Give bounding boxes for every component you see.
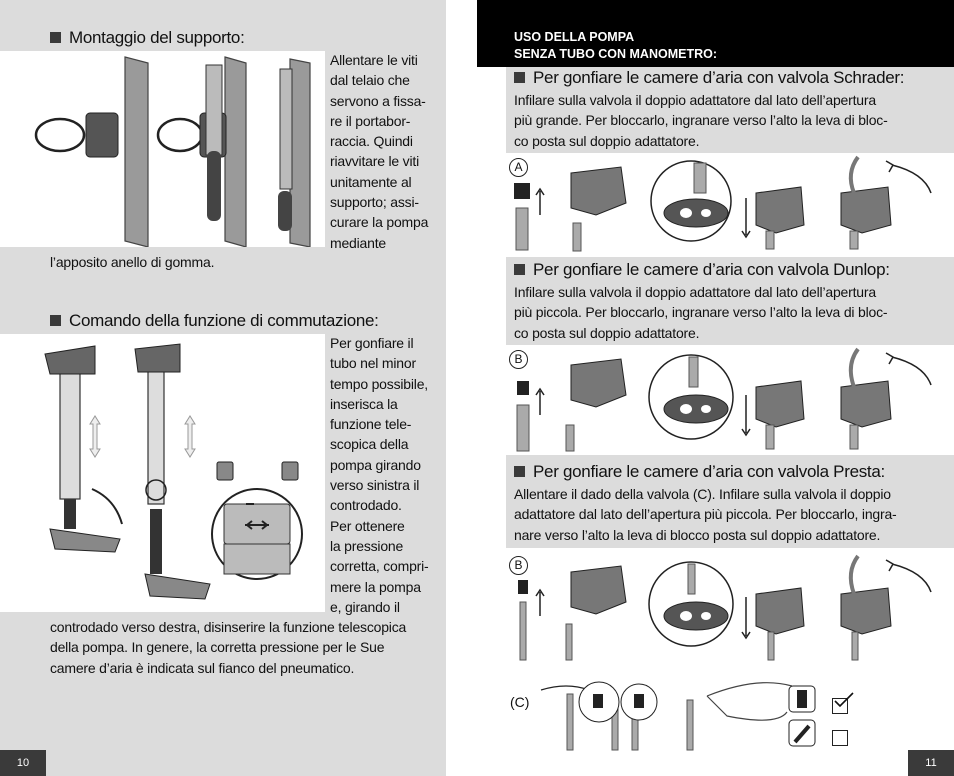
page-gutter (446, 0, 477, 776)
dunlop-figure (506, 345, 954, 455)
mounting-figure (0, 51, 325, 247)
page-header-bar: USO DELLA POMPA SENZA TUBO CON MANOMETRO: (477, 0, 954, 67)
section-heading-dunlop: Per gonfiare le camere d’aria con valvola Dunlop: (514, 260, 890, 280)
page-number: 10 (0, 750, 46, 776)
section-heading-presta: Per gonfiare le camere d’aria con valvola Presta: (514, 462, 885, 482)
dunlop-text: Infilare sulla valvola il doppio adattatore dal lato dell’apertura più piccola. Per bloccarlo, ingranare verso l’alto la leva di bloc- co posta sul doppio adattatore. (514, 284, 888, 341)
presta-text: Allentare il dado della valvola (C). Infilare sulla valvola il doppio adattatore dal lato dell’apertura più piccola. Per bloccarlo, ingra- nare verso l’alto la leva di blocco posta sul doppio adattatore. (514, 486, 897, 543)
schrader-text: Infilare sulla valvola il doppio adattatore dal lato dell’apertura più grande. Per bloccarlo, ingranare verso l’alto la leva di bloc- co posta sul doppio adattatore. (514, 92, 888, 149)
mounting-text-tail: l’apposito anello di gomma. (50, 254, 215, 270)
figure-label-a: A (509, 158, 528, 177)
bullet-square-icon (514, 264, 525, 275)
section-heading-switch: Comando della funzione di commutazione: (50, 311, 379, 331)
right-page (477, 0, 954, 776)
switch-text-column: Per gonfiare il tubo nel minor tempo possibile, inserisca la funzione tele- scopica della pompa girando verso sinistra il controdado. Per ottenere la pressione corretta, compri- mere la pompa e, girando il (330, 335, 429, 615)
schrader-figure (506, 153, 954, 255)
figure-label-b-presta: B (509, 556, 528, 575)
checkbox-empty-icon (832, 730, 848, 746)
section-heading-schrader: Per gonfiare le camere d’aria con valvola Schrader: (514, 68, 904, 88)
presta-figure (506, 552, 954, 664)
section-heading-mounting: Montaggio del supporto: (50, 28, 245, 48)
bullet-square-icon (514, 72, 525, 83)
bullet-square-icon (514, 466, 525, 477)
figure-label-c: (C) (510, 694, 530, 710)
figure-label-b-dunlop: B (509, 350, 528, 369)
checkbox-checked-icon (832, 698, 848, 714)
left-page (0, 0, 446, 776)
bullet-square-icon (50, 32, 61, 43)
page-number: 11 (908, 750, 954, 776)
switch-function-figure (0, 334, 325, 612)
switch-text-tail: controdado verso destra, disinserire la funzione telescopica della pompa. In genere, la corretta pressione per le Sue camere d’aria è indicata sul fianco del pneumatico. (50, 619, 407, 676)
presta-nut-figure (537, 676, 847, 754)
mounting-text-column: Allentare le viti dal telaio che servono a fissa- re il portabor- raccia. Quindi riavvitare le viti unitamente al supporto; assi- curare la pompa mediante (330, 52, 429, 251)
bullet-square-icon (50, 315, 61, 326)
